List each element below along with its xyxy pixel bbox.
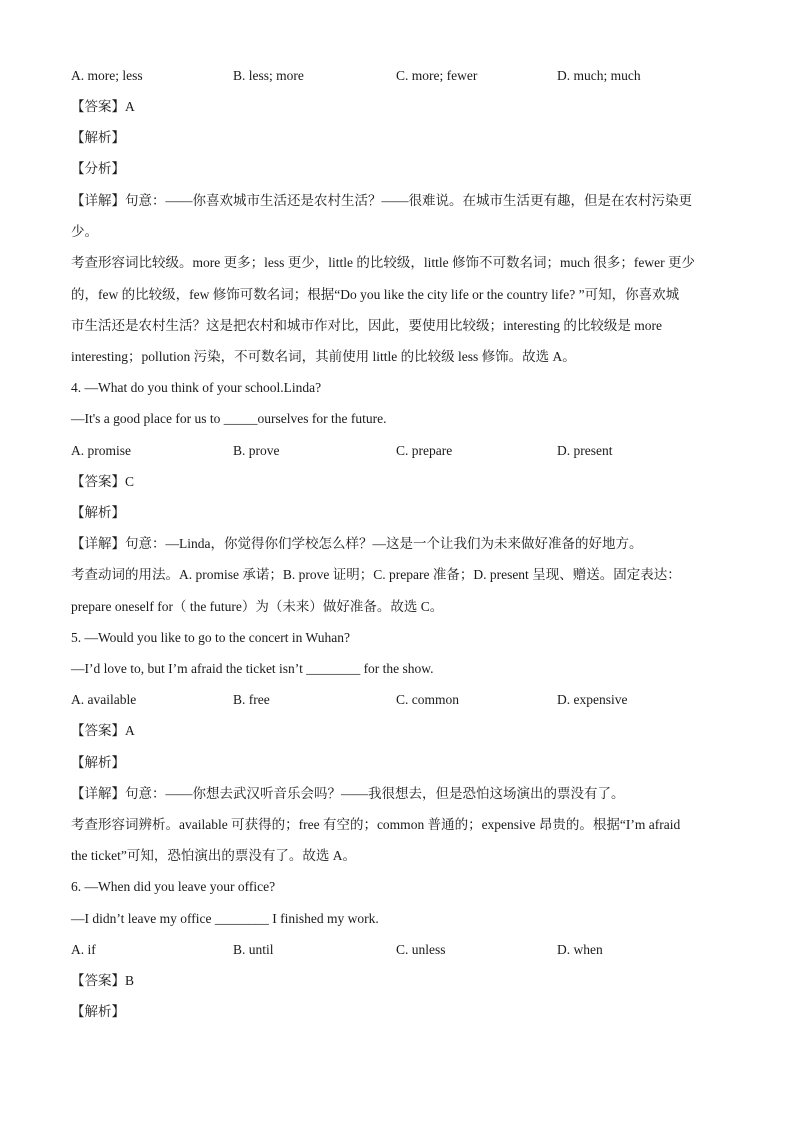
option-a: A. if (71, 942, 96, 957)
detail-line: 考查动词的用法。A. promise 承诺；B. prove 证明；C. prepare 准备；D. present 呈现、赠送。固定表达： (71, 567, 681, 582)
detail-line: 考查形容词比较级。more 更多；less 更少，little 的比较级，little 修饰不可数名词；much 很多；fewer 更少 (71, 255, 695, 270)
option-d: D. much; much (557, 68, 641, 83)
option-b: B. until (233, 942, 274, 957)
detail-line: 少。 (71, 224, 98, 239)
detail-line: 【详解】句意：—Linda，你觉得你们学校怎么样？—这是一个让我们为未来做好准备的好地方。 (71, 536, 643, 551)
analysis-heading: 【解析】 (71, 130, 125, 145)
analysis-heading: 【解析】 (71, 1004, 125, 1019)
detail-line: 【详解】句意：——你想去武汉听音乐会吗？——我很想去，但是恐怕这场演出的票没有了。 (71, 786, 625, 801)
question-stem: —It's a good place for us to _____ourselves for the future. (71, 411, 387, 426)
option-d: D. expensive (557, 692, 628, 707)
analysis-heading: 【解析】 (71, 755, 125, 770)
answer-label: 【答案】A (71, 99, 135, 114)
answer-label: 【答案】C (71, 474, 135, 489)
detail-line: prepare oneself for（ the future）为（未来）做好准备。故选 C。 (71, 599, 444, 614)
detail-line: 市生活还是农村生活？这是把农村和城市作对比，因此，要使用比较级；interesting 的比较级是 more (71, 318, 662, 333)
question-stem: —I’d love to, but I’m afraid the ticket isn’t ________ for the show. (71, 661, 434, 676)
option-a: A. available (71, 692, 137, 707)
detail-line: the ticket”可知，恐怕演出的票没有了。故选 A。 (71, 848, 356, 863)
fenxi-heading: 【分析】 (71, 161, 125, 176)
question-stem: 4. —What do you think of your school.Linda? (71, 380, 322, 395)
option-c: C. common (396, 692, 459, 707)
answer-label: 【答案】B (71, 973, 135, 988)
option-c: C. more; fewer (396, 68, 478, 83)
question-stem: 6. —When did you leave your office? (71, 879, 276, 894)
detail-line: interesting；pollution 污染，不可数名词，其前使用 little 的比较级 less 修饰。故选 A。 (71, 349, 576, 364)
option-d: D. present (557, 443, 613, 458)
option-d: D. when (557, 942, 603, 957)
detail-line: 的，few 的比较级，few 修饰可数名词；根据“Do you like the city life or the country life? ”可知，你喜欢城 (71, 287, 680, 302)
question-stem: —I didn’t leave my office ________ I finished my work. (71, 911, 379, 926)
option-c: C. unless (396, 942, 446, 957)
option-a: A. promise (71, 443, 131, 458)
option-a: A. more; less (71, 68, 143, 83)
question-stem: 5. —Would you like to go to the concert in Wuhan? (71, 630, 350, 645)
detail-line: 考查形容词辨析。available 可获得的；free 有空的；common 普通的；expensive 昂贵的。根据“I’m afraid (71, 817, 681, 832)
option-b: B. prove (233, 443, 280, 458)
option-b: B. less; more (233, 68, 304, 83)
detail-line: 【详解】句意：——你喜欢城市生活还是农村生活？——很难说。在城市生活更有趣，但是在农村污染更 (71, 193, 692, 208)
option-c: C. prepare (396, 443, 453, 458)
analysis-heading: 【解析】 (71, 505, 125, 520)
answer-label: 【答案】A (71, 723, 135, 738)
option-b: B. free (233, 692, 270, 707)
